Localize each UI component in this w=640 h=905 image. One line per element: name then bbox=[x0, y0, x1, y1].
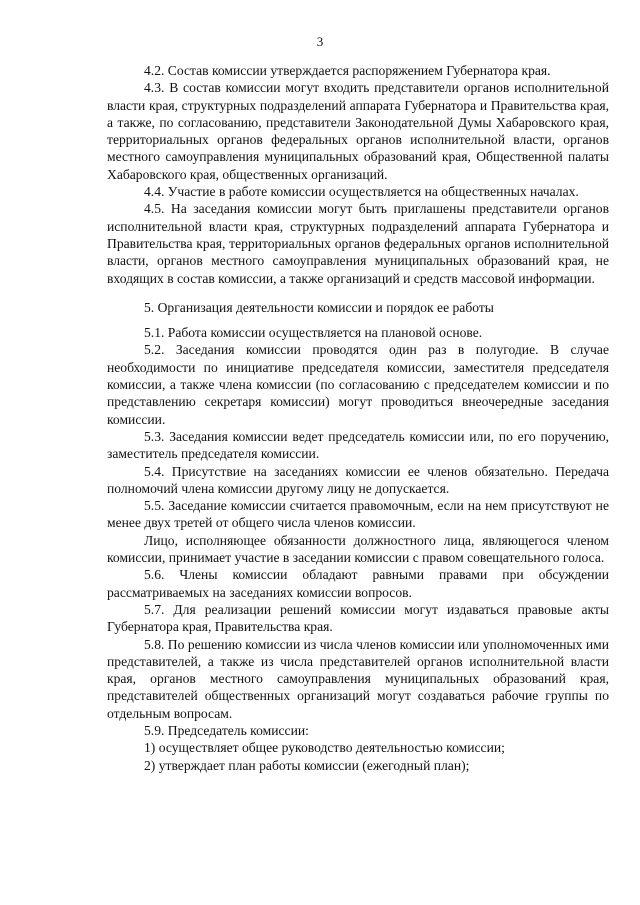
paragraph-5-8: 5.8. По решению комиссии из числа членов комиссии или уполномоченных ими представителей, а также из числа представителей органов исполнительной власти края, органов местного самоуправления муниципальных образований края, представителей общественных организаций могут создаваться рабочие группы по отдельным вопросам. bbox=[107, 636, 609, 721]
paragraph-5-9: 5.9. Председатель комиссии: bbox=[144, 722, 309, 738]
list-item-5-9-1: 1) осуществляет общее руководство деятельностью комиссии; bbox=[144, 740, 505, 756]
paragraph-5-1: 5.1. Работа комиссии осуществляется на плановой основе. bbox=[144, 325, 483, 341]
paragraph-5-7: 5.7. Для реализации решений комиссии могут издаваться правовые акты Губернатора края, Правительства края. bbox=[107, 601, 609, 635]
page-number: 3 bbox=[316, 34, 324, 49]
paragraph-4-4: 4.4. Участие в работе комиссии осуществляется на общественных началах. bbox=[144, 184, 579, 200]
list-item-5-9-2: 2) утверждает план работы комиссии (ежегодный план); bbox=[144, 757, 470, 773]
paragraph-5-6: 5.6. Члены комиссии обладают равными правами при обсуждении рассматриваемых на заседаниях комиссии вопросов. bbox=[107, 567, 609, 600]
paragraph-5-4: 5.4. Присутствие на заседаниях комиссии ее членов обязательно. Передача полномочий члена комиссии другому лицу не допускается. bbox=[107, 463, 609, 496]
paragraph-4-5: 4.5. На заседания комиссии могут быть приглашены представители органов исполнительной власти края, структурных подразделений аппарата Губернатора и Правительства края, территориальных органов федеральных органов исполнительной власти, органов местного самоуправления муниципальных образований края, не входящих в состав комиссии, а также организаций и средств массовой информации. bbox=[107, 201, 609, 286]
paragraph-4-2: 4.2. Состав комиссии утверждается распоряжением Губернатора края. bbox=[144, 63, 551, 78]
paragraph-5-5: 5.5. Заседание комиссии считается правомочным, если на нем присутствуют не менее двух третей от общего числа членов комиссии. bbox=[107, 498, 609, 531]
section-heading-5: 5. Организация деятельности комиссии и порядок ее работы bbox=[144, 299, 494, 315]
paragraph-5-3: 5.3. Заседания комиссии ведет председатель комиссии или, по его поручению, заместитель председателя комиссии. bbox=[107, 428, 609, 462]
paragraph-5-2: 5.2. Заседания комиссии проводятся один раз в полугодие. В случае необходимости по инициативе председателя комиссии, заместителя председателя комиссии, а также члена комиссии (по согласованию с председателем комиссии и по представлению секретаря комиссии) могут проводиться внеочередные заседания комиссии. bbox=[107, 342, 609, 427]
paragraph-4-3: 4.3. В состав комиссии могут входить представители органов исполнительной власти края, структурных подразделений аппарата Губернатора и Правительства края, а также, по согласованию, представители Законодательной Думы Хабаровского края, территориальных органов федеральных органов исполнительной власти, органов местного самоуправления муниципальных образований края, Общественной палаты Хабаровского края, общественных организаций. bbox=[107, 80, 609, 182]
paragraph-5-5-note: Лицо, исполняющее обязанности должностного лица, являющегося членом комиссии, принимает участие в заседании комиссии с правом совещательного голоса. bbox=[107, 532, 609, 566]
document-body bbox=[107, 62, 609, 774]
